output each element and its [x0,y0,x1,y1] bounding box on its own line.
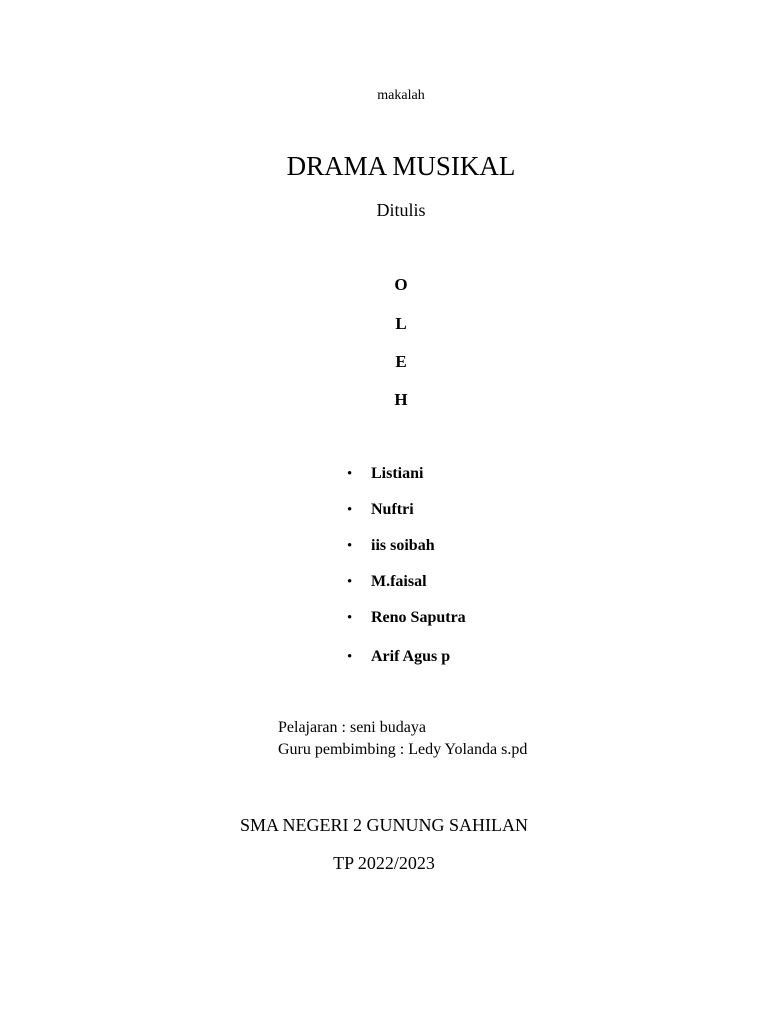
bullet-icon: • [347,538,353,554]
member-list-item [347,608,466,628]
bullet-icon: • [347,574,353,590]
document-title: DRAMA MUSIKAL [286,151,516,181]
member-list-item [347,647,450,667]
bullet-icon: • [347,610,353,626]
oleh-letter-o: O [394,275,408,294]
bullet-icon: • [347,649,353,665]
member-name: Listiani [371,465,424,482]
teacher-line: Guru pembimbing : Ledy Yolanda s.pd [278,741,528,758]
member-name: M.faisal [371,573,427,590]
member-name: Arif Agus p [371,648,451,665]
member-list-item [347,464,423,484]
school-name: SMA NEGERI 2 GUNUNG SAHILAN [240,815,528,835]
member-name: iis soibah [371,537,435,554]
member-name: Reno Saputra [371,609,466,626]
oleh-letter-e: E [395,352,407,371]
bullet-icon: • [347,502,353,518]
member-list-item [347,500,414,520]
subject-line: Pelajaran : seni budaya [278,719,426,736]
bullet-icon: • [347,466,353,482]
member-list-item [347,536,435,556]
oleh-letter-l: L [395,314,407,333]
subtitle-ditulis: Ditulis [376,200,426,220]
academic-year: TP 2022/2023 [333,853,435,873]
oleh-letter-h: H [394,390,408,409]
pre-title: makalah [377,88,425,103]
member-name: Nuftri [371,501,414,518]
member-list-item [347,572,427,592]
